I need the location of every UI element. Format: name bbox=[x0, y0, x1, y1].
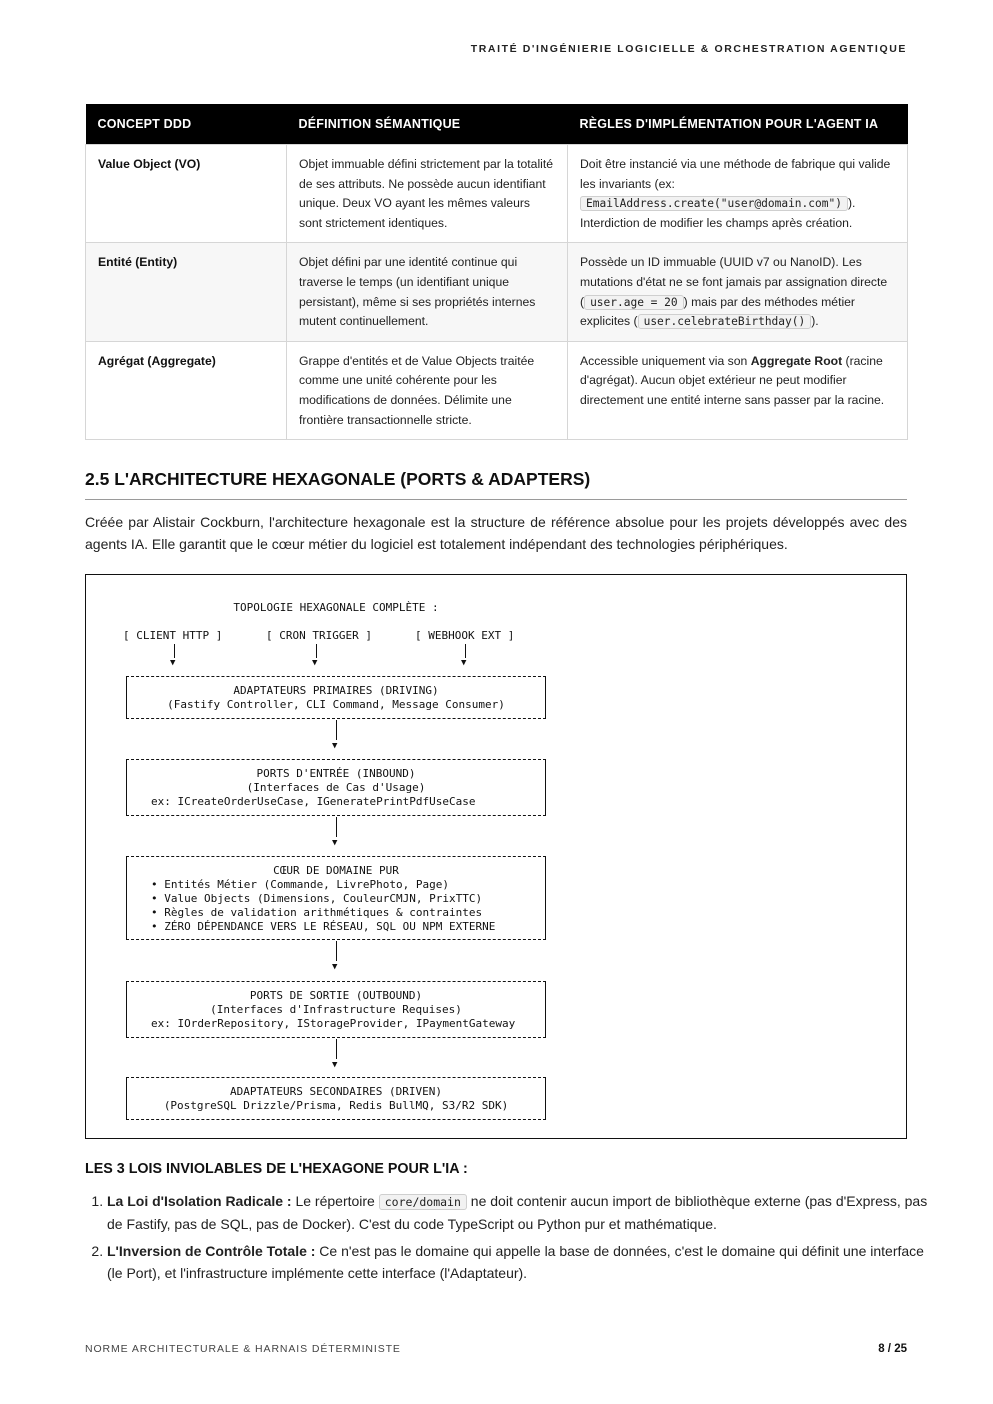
law-text: ne doit contenir aucun import de bibliothèque externe (pas d'Express, pas de Fastify, pas de SQL, pas de Docker). C'est du code TypeScript ou Python pur et mathématique. bbox=[107, 1193, 928, 1232]
concept-cell: Value Object (VO) bbox=[86, 145, 287, 243]
diagram-title: TOPOLOGIE HEXAGONALE COMPLÈTE : bbox=[233, 601, 439, 614]
law-name: La Loi d'Isolation Radicale : bbox=[107, 1193, 292, 1209]
definition-cell: Grappe d'entités et de Value Objects traitée comme une unité cohérente pour les modifications de données. Délimite une frontière transactionnelle stricte. bbox=[287, 341, 568, 439]
list-item bbox=[107, 1240, 929, 1284]
box-line: (Interfaces de Cas d'Usage) bbox=[246, 781, 426, 794]
rule-text: (racine d'agrégat). Aucun objet extérieur ne peut modifier directement une entité interne sans passer par la racine. bbox=[580, 353, 885, 407]
inbound-ports-box bbox=[126, 759, 546, 816]
box-title: ADAPTATEURS PRIMAIRES (DRIVING) bbox=[233, 684, 439, 697]
down-arrow-icon: ▼ bbox=[312, 658, 318, 668]
page-number: 8 / 25 bbox=[878, 1343, 907, 1355]
rule-text: Accessible uniquement via son bbox=[580, 353, 751, 368]
connector-line bbox=[336, 817, 337, 837]
column-header-concept: CONCEPT DDD bbox=[86, 104, 287, 145]
inline-code: user.age = 20 bbox=[584, 295, 684, 310]
list-item bbox=[107, 1190, 929, 1235]
table-header-row bbox=[86, 104, 908, 145]
down-arrow-icon: ▼ bbox=[332, 1060, 338, 1070]
primary-adapters-box bbox=[126, 676, 546, 719]
rule-cell bbox=[568, 243, 908, 341]
hexagonal-topology-diagram bbox=[85, 574, 907, 1139]
down-arrow-icon: ▼ bbox=[332, 741, 338, 751]
down-arrow-icon: ▼ bbox=[170, 658, 176, 668]
connector-line bbox=[316, 644, 317, 658]
laws-title: LES 3 LOIS INVIOLABLES DE L'HEXAGONE POUR L'IA : bbox=[85, 1161, 468, 1177]
box-line: (PostgreSQL Drizzle/Prisma, Redis BullMQ, S3/R2 SDK) bbox=[163, 1099, 509, 1112]
box-title: CŒUR DE DOMAINE PUR bbox=[273, 864, 399, 877]
section-intro: Créée par Alistair Cockburn, l'architecture hexagonale est la structure de référence absolue pour les projets développés avec des agents IA. Elle garantit que le cœur métier du logiciel est totalement indépendant des technologies périphériques. bbox=[85, 514, 907, 552]
box-list-item: • Entités Métier (Commande, LivrePhoto, Page) bbox=[151, 878, 450, 891]
down-arrow-icon: ▼ bbox=[332, 962, 338, 972]
cron-trigger-label: [ CRON TRIGGER ] bbox=[266, 629, 372, 642]
client-http-label: [ CLIENT HTTP ] bbox=[123, 629, 223, 642]
rule-text: Possède un ID immuable (UUID v7 ou NanoID). Les mutations d'état ne se font jamais par assignation directe ( bbox=[580, 255, 888, 309]
domain-core-box bbox=[126, 856, 546, 940]
running-header: TRAITÉ D'INGÉNIERIE LOGICIELLE & ORCHESTRATION AGENTIQUE bbox=[470, 43, 907, 55]
concept-cell: Entité (Entity) bbox=[86, 243, 287, 341]
box-list-item: • Value Objects (Dimensions, CouleurCMJN, PrixTTC) bbox=[151, 892, 483, 905]
concept-cell: Agrégat (Aggregate) bbox=[86, 341, 287, 439]
section-title: 2.5 L'ARCHITECTURE HEXAGONALE (PORTS & ADAPTERS) bbox=[85, 469, 907, 500]
law-name: L'Inversion de Contrôle Totale : bbox=[107, 1243, 316, 1259]
webhook-ext-label: [ WEBHOOK EXT ] bbox=[415, 629, 515, 642]
box-list-item: • Règles de validation arithmétiques & contraintes bbox=[151, 906, 483, 919]
secondary-adapters-box bbox=[126, 1077, 546, 1120]
box-line: (Fastify Controller, CLI Command, Message Consumer) bbox=[167, 698, 505, 711]
outbound-ports-box bbox=[126, 981, 546, 1038]
definition-cell: Objet défini par une identité continue qui traverse le temps (un identifiant unique persistant), même si ses propriétés internes mutent continuellement. bbox=[287, 243, 568, 341]
rule-text: ). Interdiction de modifier les champs après création. bbox=[580, 196, 856, 230]
box-title: PORTS DE SORTIE (OUTBOUND) bbox=[249, 989, 423, 1002]
law-text: Ce n'est pas le domaine qui appelle la base de données, c'est le domaine qui définit une interface (le Port), et l'infrastructure implémente cette interface (l'Adaptateur). bbox=[107, 1243, 924, 1281]
definition-cell: Objet immuable défini strictement par la totalité de ses attributs. Ne possède aucun identifiant unique. Deux VO ayant les mêmes valeurs sont strictement identiques. bbox=[287, 145, 568, 243]
law-text: Le répertoire bbox=[291, 1193, 379, 1209]
inline-code: core/domain bbox=[379, 1194, 467, 1210]
box-list-item: • ZÉRO DÉPENDANCE VERS LE RÉSEAU, SQL OU NPM EXTERNE bbox=[151, 920, 496, 933]
ddd-concepts-table bbox=[85, 104, 908, 440]
rule-text: Doit être instancié via une méthode de fabrique qui valide les invariants (ex: bbox=[580, 157, 891, 191]
down-arrow-icon: ▼ bbox=[332, 838, 338, 848]
rule-text: ). bbox=[811, 314, 819, 329]
column-header-rules: RÈGLES D'IMPLÉMENTATION POUR L'AGENT IA bbox=[568, 104, 908, 145]
connector-line bbox=[174, 644, 175, 658]
down-arrow-icon: ▼ bbox=[461, 658, 467, 668]
box-title: PORTS D'ENTRÉE (INBOUND) bbox=[256, 767, 416, 780]
box-line: ex: ICreateOrderUseCase, IGeneratePrintPdfUseCase bbox=[151, 795, 476, 808]
connector-line bbox=[465, 644, 466, 658]
rule-cell bbox=[568, 341, 908, 439]
table-row bbox=[86, 341, 908, 439]
footer-title: NORME ARCHITECTURALE & HARNAIS DÉTERMINISTE bbox=[85, 1343, 401, 1355]
rule-text: ) mais par des méthodes métier explicites ( bbox=[580, 294, 855, 329]
connector-line bbox=[336, 1039, 337, 1059]
box-line: (Interfaces d'Infrastructure Requises) bbox=[210, 1003, 462, 1016]
column-header-definition: DÉFINITION SÉMANTIQUE bbox=[287, 104, 568, 145]
box-line: ex: IOrderRepository, IStorageProvider, IPaymentGateway bbox=[151, 1017, 516, 1030]
connector-line bbox=[336, 720, 337, 740]
connector-line bbox=[336, 941, 337, 961]
rule-cell bbox=[568, 145, 908, 243]
rule-bold-term: Aggregate Root bbox=[750, 353, 843, 368]
laws-list bbox=[85, 1190, 929, 1289]
box-title: ADAPTATEURS SECONDAIRES (DRIVEN) bbox=[230, 1085, 442, 1098]
table-row bbox=[86, 243, 908, 341]
inline-code: EmailAddress.create("user@domain.com") bbox=[580, 196, 848, 211]
table-row bbox=[86, 145, 908, 243]
inline-code: user.celebrateBirthday() bbox=[638, 314, 812, 329]
